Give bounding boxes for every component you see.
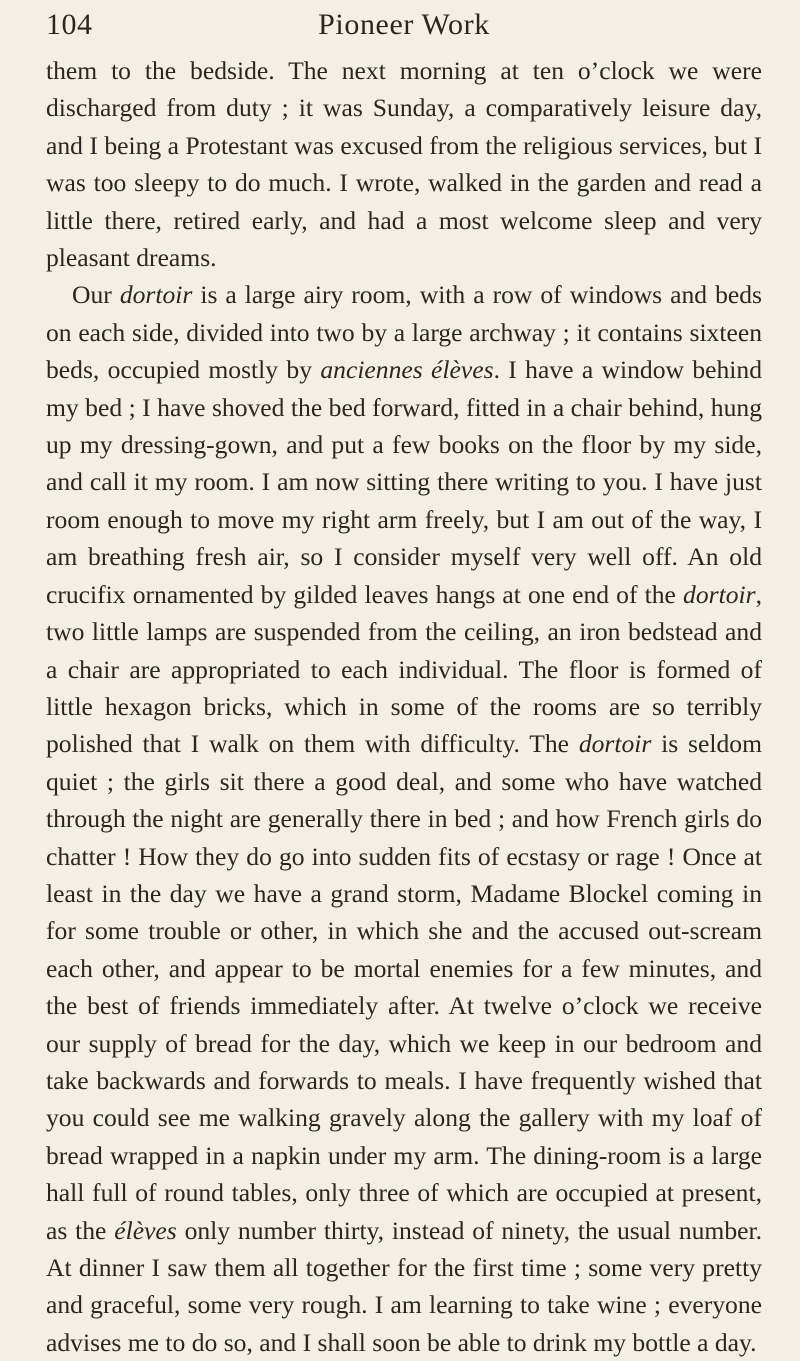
text-run: is a large airy room, with a row of windows and beds on each side, divided into two by a large archway ; it contains sixteen beds, occupied mostly by xyxy=(46,280,763,385)
text-run: only number thirty, instead of ninety, the usual number. At dinner I saw them all together for the first time ; some very pretty and graceful, some very rough. I am learning to take wine ; everyone advises me to do so, and I shall soon be able to drink my bottle a day. xyxy=(46,1215,762,1357)
italic-text: élèves xyxy=(114,1215,177,1245)
text-run: , two little lamps are suspended from the ceiling, an iron bedstead and a chair are appropriated to each individual. The floor is formed of little hexagon bricks, which in some of the rooms are so terribly polished that I walk on them with difficulty. The xyxy=(46,579,762,759)
italic-text: dortoir xyxy=(683,579,756,609)
italic-text: dortoir xyxy=(578,729,652,759)
page-number: 104 xyxy=(46,8,93,41)
paragraph xyxy=(46,52,762,276)
paragraph xyxy=(46,276,762,1361)
italic-text: dortoir xyxy=(119,280,193,310)
text-run: . I have a window behind my bed ; I have shoved the bed forward, fitted in a chair behind, hung up my dressing-gown, and put a few books on the floor by my side, and call it my room. I am now sitting there writing to you. I have just room enough to move my right arm freely, but I am out of the way, I am breathing fresh air, so I consider myself very well off. An old crucifix ornamented by gilded leaves hangs at one end of the xyxy=(46,355,763,609)
text-run: is seldom quiet ; the girls sit there a good deal, and some who have watched through the night are generally there in bed ; and how French girls do chatter ! How they do go into sudden fits of ecstasy or rage ! Once at least in the day we have a grand storm, Madame Blockel coming in for some trouble or other, in which she and the accused out-scream each other, and appear to be mortal enemies for a few minutes, and the best of friends immediately after. At twelve o’clock we receive our supply of bread for the day, which we keep in our bedroom and take backwards and forwards to meals. I have frequently wished that you could see me walking gravely along the gallery with my loaf of bread wrapped in a napkin under my arm. The dining-room is a large hall full of round tables, only three of which are occupied at present, as the xyxy=(46,729,762,1245)
text-run: them to the bedside. The next morning at ten o’clock we were discharged from duty ; it was Sunday, a comparatively leisure day, and I being a Protestant was excused from the religious services, but I was too sleepy to do much. I wrote, walked in the garden and read a little there, retired early, and had a most welcome sleep and very pleasant dreams. xyxy=(46,56,762,273)
page-header xyxy=(46,6,762,50)
italic-text: anciennes élèves xyxy=(320,355,494,385)
text-run: Our xyxy=(72,280,120,310)
running-head: Pioneer Work xyxy=(318,8,490,41)
body-text xyxy=(46,52,762,1361)
